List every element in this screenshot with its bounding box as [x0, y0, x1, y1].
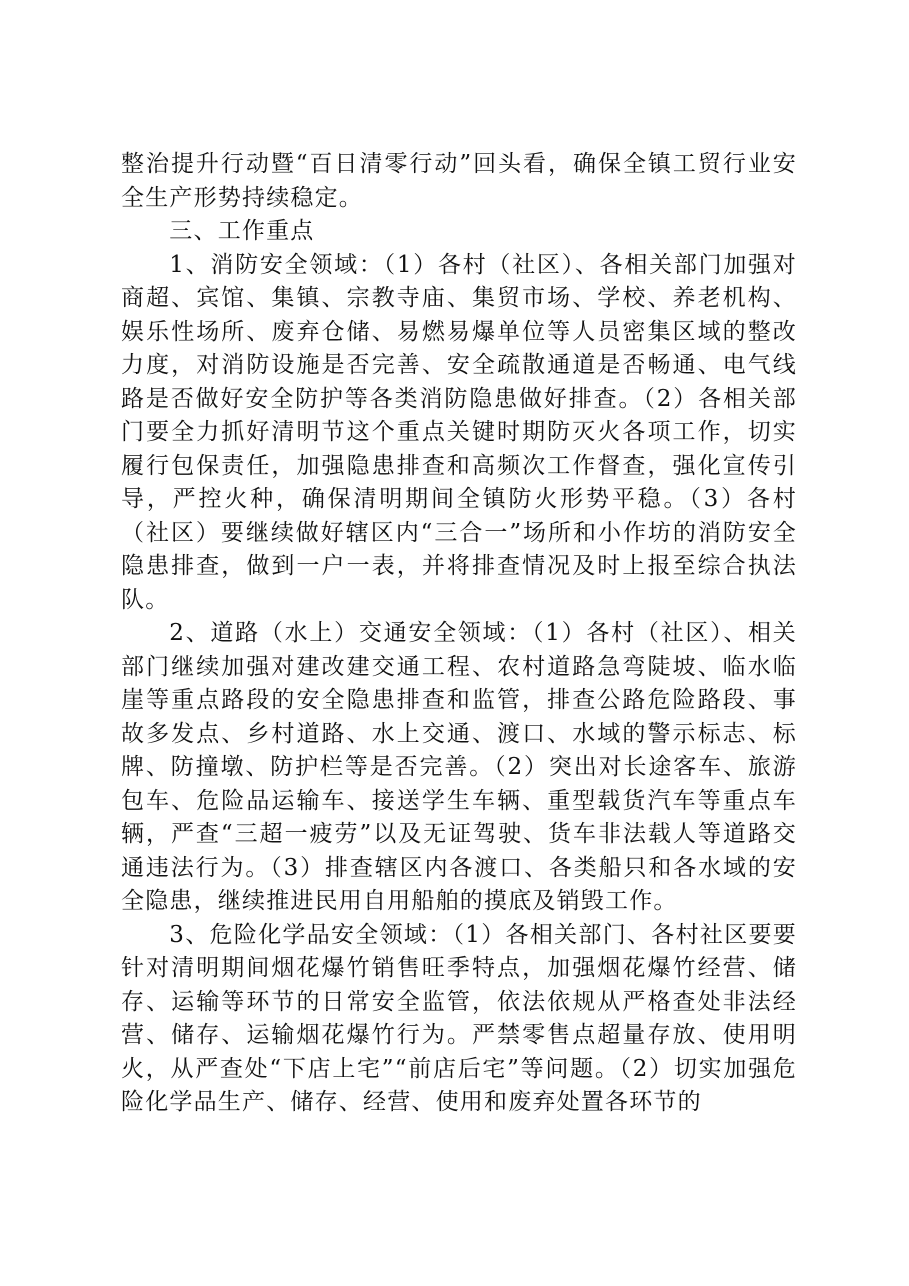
paragraph-fire-safety: 1、消防安全领域：（1）各村（社区）、各相关部门加强对商超、宾馆、集镇、宗教寺庙、集贸市场、学校、养老机构、娱乐性场所、废弃仓储、易燃易爆单位等人员密集区域的整改力度，对消防设施是否完善、安全疏散通道是否畅通、电气线路是否做好安全防护等各类消防隐患做好排查。（2）各相关部门要全力抓好清明节这个重点关键时期防灭火各项工作，切实履行包保责任，加强隐患排查和高频次工作督查，强化宣传引导，严控火种，确保清明期间全镇防火形势平稳。（3）各村（社区）要继续做好辖区内“三合一”场所和小作坊的消防安全隐患排查，做到一户一表，并将排查情况及时上报至综合执法队。: [121, 251, 797, 613]
section-heading: 三、工作重点: [169, 218, 315, 244]
paragraph-continuation: 整治提升行动暨“百日清零行动”回头看，确保全镇工贸行业安全生产形势持续稳定。: [121, 151, 797, 211]
document-body: [121, 148, 797, 1120]
paragraph-traffic-safety: 2、道路（水上）交通安全领域：（1）各村（社区）、相关部门继续加强对建改建交通工程、农村道路急弯陡坡、临水临崖等重点路段的安全隐患排查和监管，排查公路危险路段、事故多发点、乡村道路、水上交通、渡口、水域的警示标志、标牌、防撞墩、防护栏等是否完善。（2）突出对长途客车、旅游包车、危险品运输车、接送学生车辆、重型载货汽车等重点车辆，严查“三超一疲劳”以及无证驾驶、货车非法载人等道路交通违法行为。（3）排查辖区内各渡口、各类船只和各水域的安全隐患，继续推进民用自用船舶的摸底及销毁工作。: [121, 620, 797, 914]
paragraph-hazardous-chemicals: 3、危险化学品安全领域：（1）各相关部门、各村社区要要针对清明期间烟花爆竹销售旺季特点，加强烟花爆竹经营、储存、运输等环节的日常安全监管，依法依规从严格查处非法经营、储存、运输烟花爆竹行为。严禁零售点超量存放、使用明火，从严查处“下店上宅”“前店后宅”等问题。（2）切实加强危险化学品生产、储存、经营、使用和废弃处置各环节的: [121, 921, 797, 1115]
